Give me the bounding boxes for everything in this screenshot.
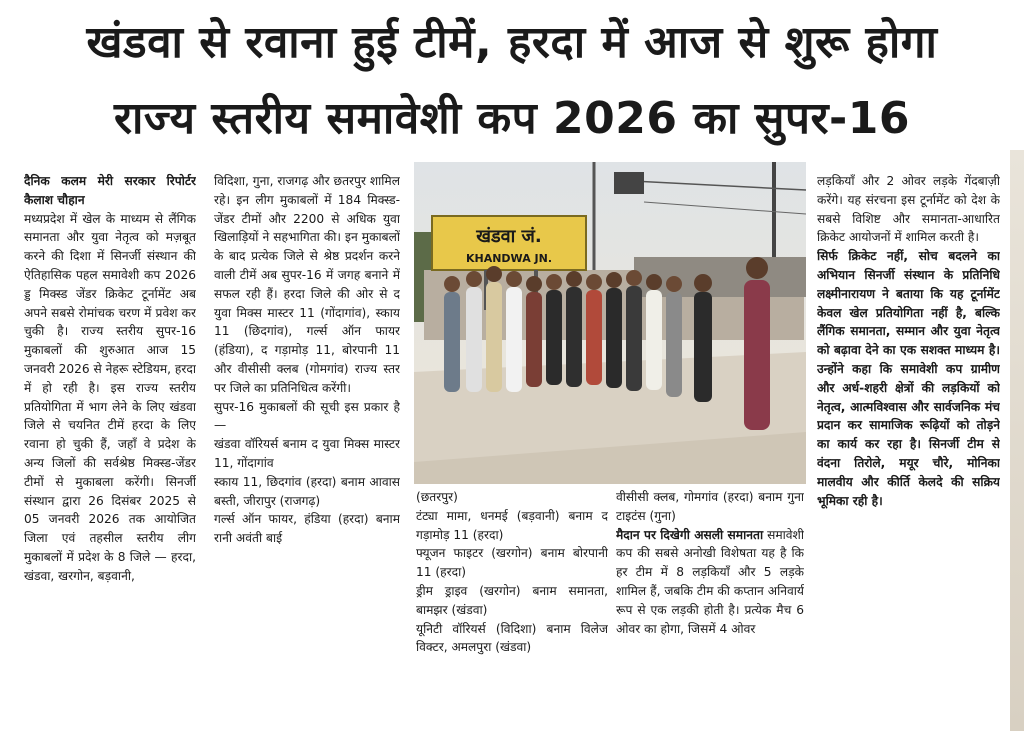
article-column-2 bbox=[214, 172, 400, 712]
fixture-4: टंट्या मामा, धनमई (बड़वानी) बनाम द गड़ामोड़ 11 (हरदा) bbox=[416, 508, 608, 542]
team-photo-illustration bbox=[414, 162, 806, 484]
station-sign-hindi: खंडवा जं. bbox=[476, 226, 542, 247]
fixture-6: ड्रीम ड्राइव (खरगोन) बनाम समानता, बामझर (खंडवा) bbox=[416, 583, 608, 617]
column-5-text: लड़कियाँ और 2 ओवर लड़के गेंदबाज़ी करेंगे। यह संरचना इस टूर्नामेंट को देश के सबसे विशिष्ट और समानता-आधारित क्रिकेट आयोजनों में शामिल करती है। bbox=[817, 174, 1000, 245]
adjacent-page-edge bbox=[1010, 150, 1024, 731]
article-column-3 bbox=[416, 488, 608, 718]
headline-line-1: खंडवा से रवाना हुई टीमें, हरदा में आज से शुरू होगा bbox=[86, 17, 938, 68]
fixture-3: गर्ल्स ऑन फायर, हंडिया (हरदा) बनाम रानी अवंती बाई bbox=[214, 512, 400, 546]
station-sign-english: KHANDWA JN. bbox=[465, 252, 553, 265]
column-5-bold-text: सिर्फ क्रिकेट नहीं, सोच बदलने का अभियान सिनर्जी संस्थान के प्रतिनिधि लक्ष्मीनारायण ने बताया कि यह टूर्नामेंट केवल खेल प्रतियोगिता नहीं है, बल्कि लैंगिक समानता, सम्मान और युवा नेतृत्व को बढ़ावा देने का एक सशक्त माध्यम है। उन्होंने कहा कि समावेशी कप ग्रामीण और अर्ध-शहरी क्षेत्रों की लड़कियों को नेतृत्व, आत्मविश्वास और सार्वजनिक मंच प्रदान कर सामाजिक रूढ़ियों को तोड़ने का कार्य कर रहा है। सिनर्जी टीम से वंदना तिरोले, मयूर चौरे, मोनिका मालवीय और कीर्ति केलदे की सक्रिय भूमिका रही है। bbox=[817, 249, 1000, 508]
headline-line-2: राज्य स्तरीय समावेशी कप 2026 का सुपर-16 bbox=[114, 93, 910, 144]
team-photo bbox=[414, 162, 806, 484]
fixture-8: वीसीसी क्लब, गोमगांव (हरदा) बनाम गुना टाइटंस (गुना) bbox=[616, 490, 804, 523]
column-1-text: मध्यप्रदेश में खेल के माध्यम से लैंगिक समानता और युवा नेतृत्व को मज़बूत करने की दिशा में सिनर्जी संस्थान की ऐतिहासिक पहल समावेशी कप 2026 ड्ड मिक्स्ड जेंडर क्रिकेट टूर्नामेंट अब अपने सबसे रोमांचक चरण में प्रवेश कर चुकी है। राज्य स्तरीय सुपर-16 मुकाबलों की शुरुआत आज 15 जनवरी 2026 से नेहरू स्टेडियम, हरदा में हो रही है। इस राज्य स्तरीय प्रतियोगिता में भाग लेने के लिए खंडवा जिले से चयनित टीमें हरदा के लिए रवाना हो चुकी हैं, जहाँ वे प्रदेश के अन्य जिलों की सर्वश्रेष्ठ मिक्स्ड-जेंडर टीमों से मुकाबला करेंगी। सिनर्जी संस्थान द्वारा 26 दिसंबर 2025 से 05 जनवरी 2026 तक आयोजित जिला एवं तहसील स्तरीय लीग मुकाबलों में प्रदेश के 8 जिले — हरदा, खंडवा, खरगोन, बड़वानी, bbox=[24, 211, 196, 583]
fixture-2: स्काय 11, छिदगांव (हरदा) बनाम आवास बस्ती, जीरापुर (राजगढ़) bbox=[214, 474, 400, 508]
fixture-3-cont: (छतरपुर) bbox=[416, 490, 458, 504]
fixture-1: खंडवा वॉरियर्स बनाम द युवा मिक्स मास्टर 11, गोंदागांव bbox=[214, 437, 400, 470]
fixture-7: यूनिटी वॉरियर्स (विदिशा) बनाम विलेज विक्टर, अमलपुरा (खंडवा) bbox=[416, 621, 608, 655]
fixture-5: फ्यूजन फाइटर (खरगोन) बनाम बोरपानी 11 (हरदा) bbox=[416, 546, 608, 580]
byline: दैनिक कलम मेरी सरकार रिपोर्टर कैलाश चौहान bbox=[24, 174, 196, 207]
column-2-text: विदिशा, गुना, राजगढ़ और छतरपुर शामिल रहे। इन लीग मुकाबलों में 184 मिक्स्ड-जेंडर टीमों और 2200 से अधिक युवा खिलाड़ियों ने सहभागिता की। इन मुकाबलों के बाद प्रत्येक जिले से श्रेष्ठ प्रदर्शन करने वाली टीमें अब सुपर-16 में जगह बनाने में सफल रही हैं। हरदा जिले की ओर से द युवा मिक्स मास्टर 11 (गोंदागांव), स्काय 11 (छिदगांव), गर्ल्स ऑन फायर (हंडिया), द गड़ामोड़ 11, बोरपानी 11 और वीसीसी क्लब (गोमगांव) राज्य स्तर पर जिले का प्रतिनिधित्व करेंगी। bbox=[214, 174, 400, 395]
super16-intro: सुपर-16 मुकाबलों की सूची इस प्रकार है— bbox=[214, 399, 400, 433]
subheading-equality: मैदान पर दिखेगी असली समानता bbox=[616, 527, 764, 542]
column-4-text: समावेशी कप की सबसे अनोखी विशेषता यह है कि हर टीम में 8 लड़कियाँ और 5 लड़के शामिल हैं, जबकि टीम की कप्तान अनिवार्य रूप से एक लड़की होती है। प्रत्येक मैच 6 ओवर का होगा, जिसमें 4 ओवर bbox=[616, 527, 804, 636]
article-column-5 bbox=[817, 172, 1000, 712]
article-column-1 bbox=[24, 172, 196, 712]
article-column-4 bbox=[616, 488, 804, 718]
